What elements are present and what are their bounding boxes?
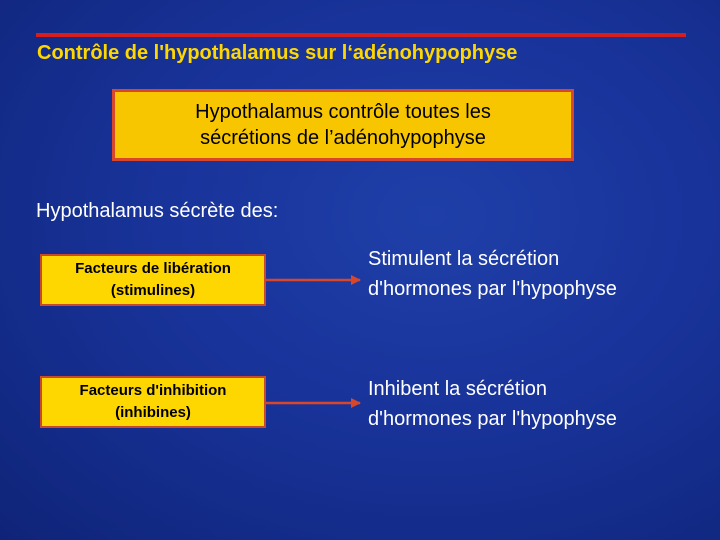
inhibiting-factors-label: Facteurs d'inhibition bbox=[79, 382, 227, 399]
slide-title: Contrôle de l'hypothalamus sur l‘adénohypophyse bbox=[37, 42, 518, 64]
stimulate-effect-line-1: Stimulent la sécrétion bbox=[368, 248, 560, 270]
secretes-heading: Hypothalamus sécrète des: bbox=[36, 200, 279, 222]
stimulate-effect-text bbox=[368, 244, 617, 304]
stimulate-effect-line-2: d'hormones par l'hypophyse bbox=[368, 278, 617, 300]
inhibit-effect-text bbox=[368, 374, 617, 434]
main-statement-line-1: Hypothalamus contrôle toutes les bbox=[195, 101, 491, 123]
releasing-factors-label: Facteurs de libération bbox=[75, 260, 231, 277]
releasing-factors-sublabel: (stimulines) bbox=[110, 282, 196, 299]
inhibit-effect-line-1: Inhibent la sécrétion bbox=[368, 378, 548, 400]
inhibiting-factors-sublabel: (inhibines) bbox=[115, 404, 191, 421]
inhibit-effect-line-2: d'hormones par l'hypophyse bbox=[368, 408, 617, 430]
main-statement-line-2: sécrétions de l’adénohypophyse bbox=[200, 127, 486, 149]
